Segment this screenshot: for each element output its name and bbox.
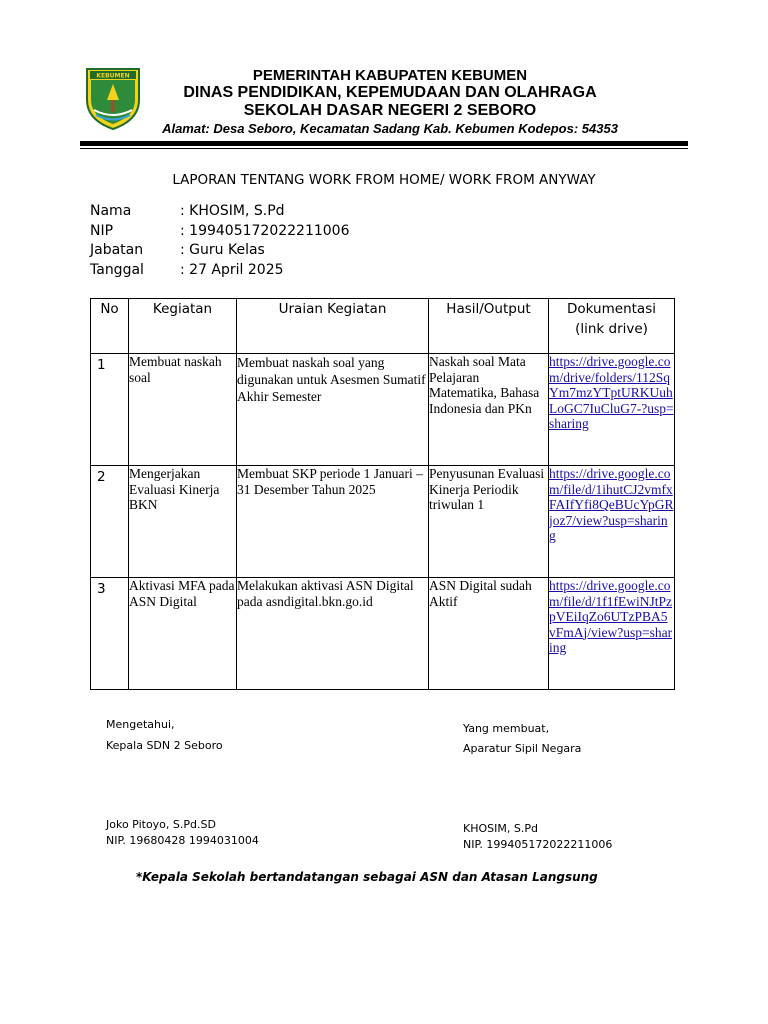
header-dokumentasi: Dokumentasi (link drive) (549, 299, 675, 354)
info-label-jabatan: Jabatan (90, 242, 144, 258)
cell-hasil: Naskah soal Mata Pelajaran Matematika, Bahasa Indonesia dan PKn (429, 354, 549, 466)
sig-right-line2: Aparatur Sipil Negara (463, 742, 582, 755)
cell-kegiatan: Membuat naskah soal (129, 354, 237, 466)
info-value-nip: : 199405172022211006 (180, 223, 350, 239)
school-address: Alamat: Desa Seboro, Kecamatan Sadang Kab. Kebumen Kodepos: 54353 (162, 121, 618, 136)
school-name: SEKOLAH DASAR NEGERI 2 SEBORO (243, 102, 537, 119)
info-label-tanggal: Tanggal (90, 262, 144, 278)
cell-dokumentasi (549, 466, 675, 578)
footnote: *Kepala Sekolah bertandatangan sebagai ASN dan Atasan Langsung (136, 870, 598, 884)
sig-left-nip: NIP. 19680428 1994031004 (106, 834, 259, 847)
sig-left-name: Joko Pitoyo, S.Pd.SD (106, 818, 216, 831)
cell-no: 3 (91, 578, 129, 690)
table-row (91, 354, 675, 466)
cell-uraian: Melakukan aktivasi ASN Digital pada asndigital.bkn.go.id (237, 578, 429, 690)
drive-link[interactable]: https://drive.google.com/file/d/1ihutCJ2vmfxFAIfYfi8QeBUcYpGRjoz7/view?usp=sharing (549, 466, 674, 543)
cell-no: 1 (91, 354, 129, 466)
cell-hasil: Penyusunan Evaluasi Kinerja Periodik triwulan 1 (429, 466, 549, 578)
activity-table (90, 298, 675, 690)
government-name: PEMERINTAH KABUPATEN KEBUMEN (252, 67, 528, 84)
info-value-nama: : KHOSIM, S.Pd (180, 203, 285, 219)
drive-link[interactable]: https://drive.google.com/file/d/1f1fEwiNJtPzpVEiIqZo6UTzPBA5vFmAj/view?usp=sharing (549, 578, 673, 655)
header-no: No (91, 299, 129, 354)
cell-kegiatan: Mengerjakan Evaluasi Kinerja BKN (129, 466, 237, 578)
sig-left-line2: Kepala SDN 2 Seboro (106, 739, 223, 752)
table-row (91, 466, 675, 578)
header-uraian: Uraian Kegiatan (237, 299, 429, 354)
cell-dokumentasi (549, 354, 675, 466)
letterhead-thin-rule (80, 148, 688, 149)
department-name: DINAS PENDIDIKAN, KEPEMUDAAN DAN OLAHRAGA (183, 84, 597, 101)
info-label-nip: NIP (90, 223, 114, 239)
cell-uraian: Membuat SKP periode 1 Januari – 31 Desember Tahun 2025 (237, 466, 429, 578)
sig-left-line1: Mengetahui, (106, 718, 175, 731)
header-hasil: Hasil/Output (429, 299, 549, 354)
info-value-jabatan: : Guru Kelas (180, 242, 265, 258)
cell-hasil: ASN Digital sudah Aktif (429, 578, 549, 690)
info-value-tanggal: : 27 April 2025 (180, 262, 284, 278)
cell-kegiatan: Aktivasi MFA pada ASN Digital (129, 578, 237, 690)
info-label-nama: Nama (90, 203, 132, 219)
sig-right-nip: NIP. 199405172022211006 (463, 838, 613, 851)
sig-right-name: KHOSIM, S.Pd (463, 822, 538, 835)
svg-text:KEBUMEN: KEBUMEN (96, 72, 130, 80)
report-title: LAPORAN TENTANG WORK FROM HOME/ WORK FROM ANYWAY (172, 172, 596, 188)
cell-dokumentasi (549, 578, 675, 690)
table-row (91, 578, 675, 690)
cell-no: 2 (91, 466, 129, 578)
table-header-row (91, 299, 675, 354)
drive-link[interactable]: https://drive.google.com/drive/folders/112SqYm7mzYTptURKUuhLoGC7IuCluG7-?usp=sharing (549, 354, 674, 431)
sig-right-line1: Yang membuat, (463, 722, 550, 735)
cell-uraian: Membuat naskah soal yang digunakan untuk Asesmen Sumatif Akhir Semester (237, 354, 429, 466)
header-kegiatan: Kegiatan (129, 299, 237, 354)
letterhead-thick-rule (80, 141, 688, 146)
